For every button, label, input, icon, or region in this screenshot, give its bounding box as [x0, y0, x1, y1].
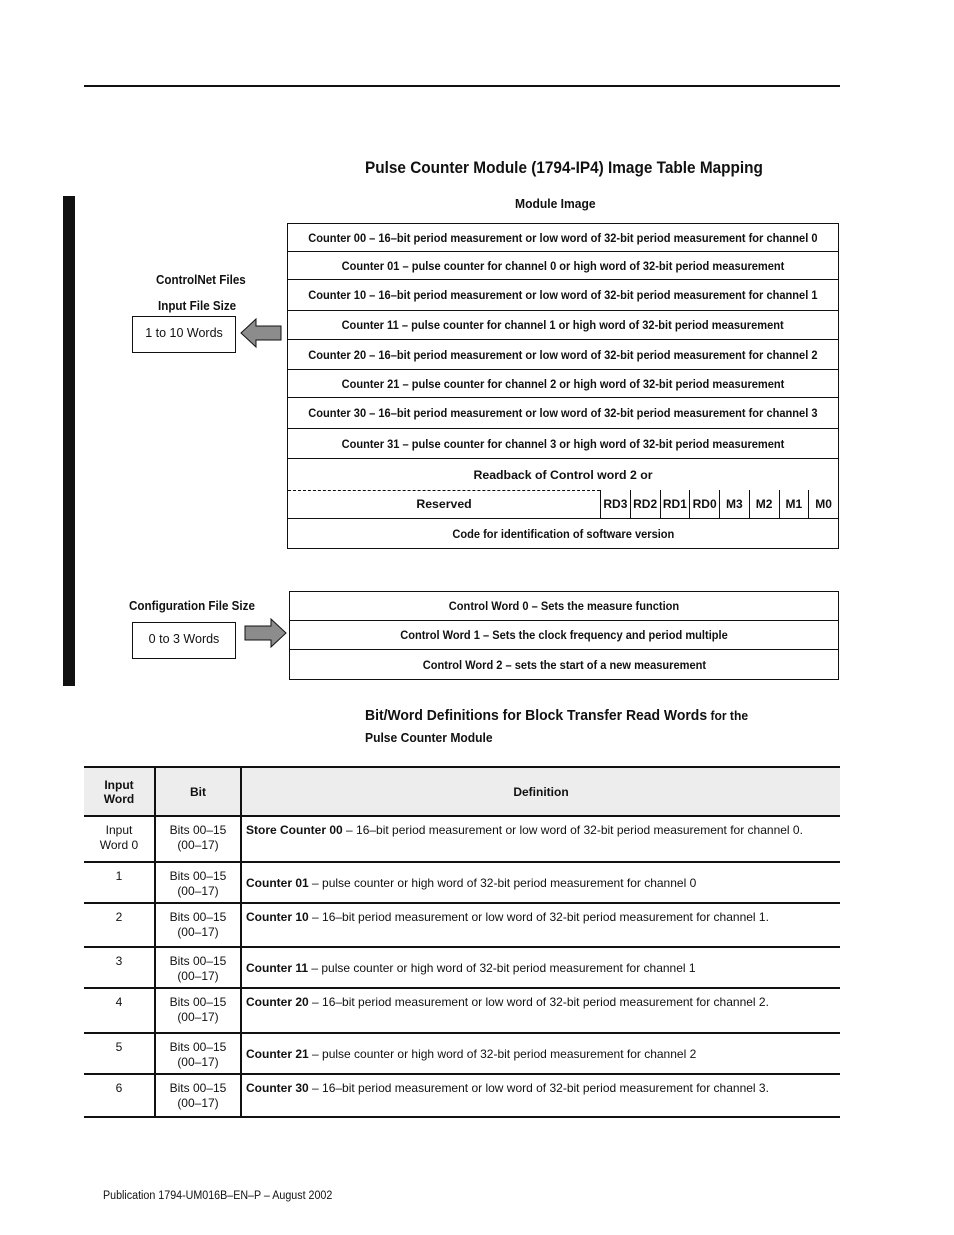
module-image-label: Module Image [515, 196, 596, 211]
control-word-table [289, 591, 839, 680]
table-row: 4 Bits 00–15 (00–17) Counter 20 – 16–bit period measurement or low word of 32-bit period measurement for channel 2. [84, 988, 840, 1033]
control-word-row: Control Word 0 – Sets the measure function [290, 592, 838, 621]
image-row: Counter 31 – pulse counter for channel 3 or high word of 32-bit period measurement [288, 429, 838, 459]
page-title: Pulse Counter Module (1794-IP4) Image Table Mapping [365, 159, 763, 177]
bit-cell: RD2 [630, 490, 660, 518]
software-version-row: Code for identification of software version [452, 526, 674, 541]
image-row: Counter 00 – 16–bit period measurement or low word of 32-bit period measurement for channel 0 [288, 224, 838, 252]
table-row: 2 Bits 00–15 (00–17) Counter 10 – 16–bit period measurement or low word of 32-bit period measurement for channel 1. [84, 903, 840, 947]
bit-cell: M2 [749, 490, 779, 518]
bit-cell: M3 [719, 490, 749, 518]
top-rule [84, 85, 840, 87]
image-row: Counter 21 – pulse counter for channel 2 or high word of 32-bit period measurement [288, 370, 838, 398]
column-header-bit: Bit [155, 767, 241, 816]
config-file-size-label: Configuration File Size [129, 599, 255, 613]
readback-label: Readback of Control word 2 or [473, 467, 653, 482]
definitions-heading: Bit/Word Definitions for Block Transfer Read Words for the [365, 707, 749, 724]
readback-row [288, 459, 838, 519]
table-row: 3 Bits 00–15 (00–17) Counter 11 – pulse counter or high word of 32-bit period measurement for channel 1 [84, 947, 840, 988]
table-row: 5 Bits 00–15 (00–17) Counter 21 – pulse counter or high word of 32-bit period measurement for channel 2 [84, 1033, 840, 1074]
image-row: Counter 30 – 16–bit period measurement or low word of 32-bit period measurement for channel 3 [288, 398, 838, 429]
bit-cell: RD3 [600, 490, 630, 518]
table-row: Input Word 0 Bits 00–15 (00–17) Store Counter 00 – 16–bit period measurement or low word of 32-bit period measurement for channel 0. [84, 816, 840, 862]
controlnet-files-label: ControlNet Files [156, 273, 246, 287]
table-row: 1 Bits 00–15 (00–17) Counter 01 – pulse counter or high word of 32-bit period measurement for channel 0 [84, 862, 840, 903]
reserved-label: Reserved [416, 497, 472, 511]
input-file-size-label: Input File Size [158, 299, 237, 313]
column-header-input-word: Input Word [84, 767, 155, 816]
image-row: Counter 11 – pulse counter for channel 1 or high word of 32-bit period measurement [288, 311, 838, 340]
definitions-table [84, 766, 840, 1118]
column-header-definition: Definition [241, 767, 840, 816]
config-words-value: 0 to 3 Words [148, 632, 220, 646]
control-word-row: Control Word 2 – sets the start of a new measurement [422, 657, 706, 672]
bit-cell: M0 [808, 490, 838, 518]
table-header-row [84, 767, 840, 816]
module-image-table [287, 223, 839, 549]
input-words-box [132, 316, 236, 353]
bit-cell: RD0 [689, 490, 719, 518]
bit-cell: RD1 [660, 490, 690, 518]
config-words-box [132, 622, 236, 659]
right-arrow-icon [244, 618, 288, 648]
table-row: 6 Bits 00–15 (00–17) Counter 30 – 16–bit period measurement or low word of 32-bit period measurement for channel 3. [84, 1074, 840, 1117]
image-row: Counter 10 – 16–bit period measurement or low word of 32-bit period measurement for channel 1 [288, 280, 838, 311]
image-row: Counter 01 – pulse counter for channel 0 or high word of 32-bit period measurement [288, 252, 838, 280]
side-bar [63, 196, 75, 686]
left-arrow-icon [240, 318, 282, 348]
publication-footer: Publication 1794-UM016B–EN–P – August 2002 [103, 1190, 333, 1202]
input-words-value: 1 to 10 Words [145, 326, 223, 340]
definitions-heading-line2: Pulse Counter Module [365, 730, 493, 745]
bit-cell: M1 [779, 490, 809, 518]
image-row: Counter 20 – 16–bit period measurement or low word of 32-bit period measurement for channel 2 [288, 340, 838, 370]
control-word-row: Control Word 1 – Sets the clock frequency and period multiple [290, 621, 838, 650]
